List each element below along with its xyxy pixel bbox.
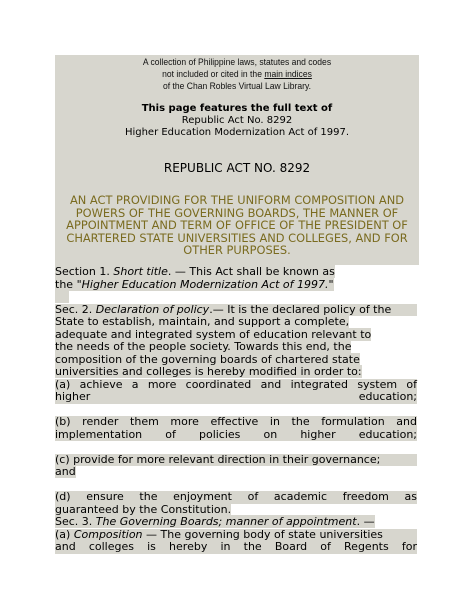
collection-line-1: A collection of Philippine laws, statutes and codes [142, 57, 332, 68]
collection-line-3: of the Chan Robles Virtual Law Library. [163, 81, 311, 92]
main-indices-link[interactable]: main indices [264, 69, 312, 80]
act-body: Section 1. Short title. — This Act shall be known as the "Higher Education Modernization Act of 1997." Sec. 2. Declaration of policy.— It is the declared policy of the State to establish, maintain, and support a complete, adequate and integrated system of education relevant to the needs of the people society. Towards this end, the composition of the governing boards of chartered state universities and colleges is hereby modified in order to: (a) achieve a more coordinated and integrated system of higher education; (b) render them more effective in the formulation and implementation of policies on higher education; (c) provide for more relevant direction in their governance; and (d) ensure the enjoyment of academic freedom as guaranteed by the Constitution. Sec. 3. The Governing Boards; manner of appointment. — (a) Composition — The governing body of state universities and colleges is hereby in the Board of Regents for [55, 265, 417, 553]
sec1-line-2: the "Higher Education Modernization Act of 1997." [55, 277, 334, 291]
item-c-line-2: and [55, 465, 76, 478]
sec2-line-1: Sec. 2. Declaration of policy.— It is the declared policy of the [55, 304, 417, 317]
sec3-line-2: (a) Composition — The governing body of state universities [55, 529, 417, 542]
item-c-line-1: (c) provide for more relevant direction in their governance; [55, 454, 417, 467]
collection-line-2: not included or cited in the main indices [162, 69, 312, 80]
item-d-line-2: guaranteed by the Constitution. [55, 502, 232, 516]
item-b-line-1: (b) render them more effective in the formulation and [55, 415, 417, 428]
feature-act: Republic Act No. 8292 [181, 115, 293, 126]
sec1-line-1: Section 1. Short title. — This Act shall be known as [55, 265, 335, 278]
feature-line: This page features the full text of [141, 103, 333, 114]
item-b-line-2: implementation of policies on higher education; [55, 427, 417, 441]
act-number: REPUBLIC ACT NO. 8292 [163, 161, 311, 175]
collection-note [73, 57, 401, 93]
feature-title: Higher Education Modernization Act of 1997. [124, 127, 350, 138]
sec3-line-3: and colleges is hereby in the Board of Regents for [55, 540, 417, 553]
feature-note [55, 103, 419, 139]
item-d-line-1: (d) ensure the enjoyment of academic freedom as [55, 490, 417, 503]
act-title: AN ACT PROVIDING FOR THE UNIFORM COMPOSITION AND POWERS OF THE GOVERNING BOARDS, THE MANNER OF APPOINTMENT AND TERM OF OFFICE OF THE PRESIDENT OF CHARTERED STATE UNIVERSITIES AND COLLEGES, AND FOR OTHER PURPOSES. [66, 193, 408, 258]
sec3-line-1: Sec. 3. The Governing Boards; manner of appointment. — [55, 515, 375, 528]
item-a-line-1: (a) achieve a more coordinated and integrated system of [55, 377, 417, 391]
item-a-line-2: higher education; [55, 390, 417, 403]
